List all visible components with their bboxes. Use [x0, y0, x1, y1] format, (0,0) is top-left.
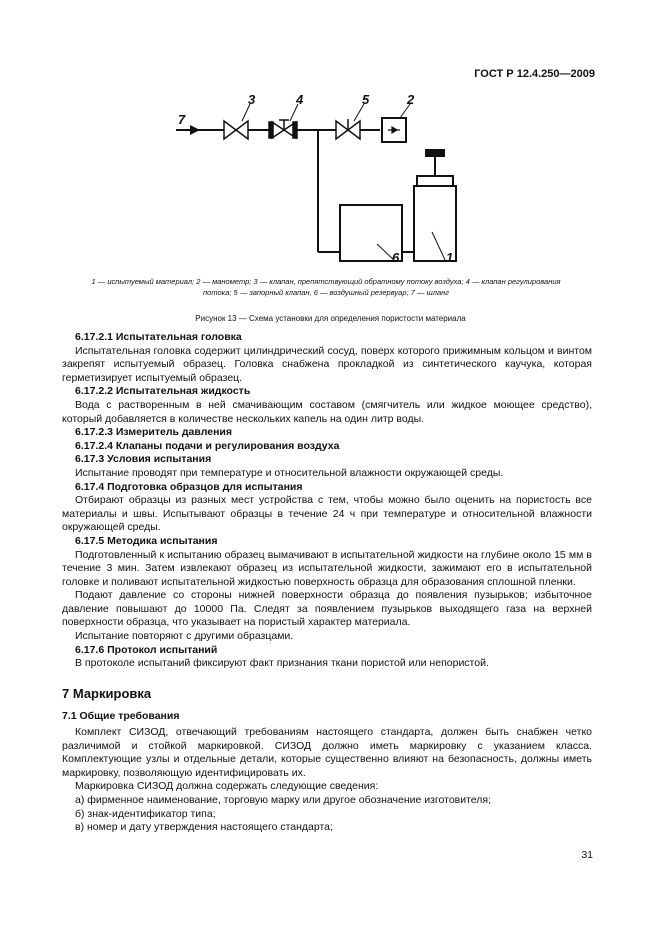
- document-body: [62, 331, 592, 835]
- paragraph: Испытание проводят при температуре и относительной влажности окружающей среды.: [75, 466, 504, 479]
- paragraph: Испытательная головка содержит цилиндрический сосуд, поверх которого прижимным кольцом и винтом закрепят испытуемый образец. Головка снабжена прокладкой из синтетического каучука, которая герметизирует испытуемый образец.: [62, 344, 592, 384]
- label-hose: 7: [178, 112, 186, 127]
- paragraph: В протоколе испытаний фиксируют факт признания ткани пористой или непористой.: [75, 657, 489, 670]
- label-reservoir: 6: [392, 250, 400, 265]
- hose-arrow: [190, 125, 200, 135]
- label-check-valve: 3: [248, 92, 256, 107]
- label-shutoff-valve: 5: [362, 92, 370, 107]
- test-setup-diagram: [0, 0, 661, 280]
- list-item: в) номер и дату утверждения настоящего стандарта;: [75, 821, 333, 834]
- section-heading: 6.17.2.4 Клапаны подачи и регулирования воздуха: [75, 439, 340, 452]
- section-heading: 6.17.2.2 Испытательная жидкость: [75, 385, 251, 398]
- shutoff-valve-icon: [336, 119, 360, 139]
- paragraph: Испытание повторяют с другими образцами.: [75, 630, 294, 643]
- figure-caption: Рисунок 13 — Схема установки для определения пористости материала: [195, 314, 466, 323]
- section-heading: 6.17.4 Подготовка образцов для испытания: [75, 480, 303, 493]
- page-number: 31: [581, 849, 593, 861]
- section-heading: 6.17.3 Условия испытания: [75, 453, 212, 466]
- label-specimen: 1: [446, 250, 454, 265]
- section-heading: 6.17.5 Методика испытания: [75, 534, 218, 547]
- flow-control-valve-icon: [269, 120, 297, 138]
- pressure-gauge-icon: [388, 127, 400, 133]
- paragraph: Подают давление со стороны нижней поверхности образца до появления пузырьков; избыточное давление повышают до 10000 Па. Следят за появлением пузырьков выходящего газа на верхней поверхности образца, что указывает на пористый характер материала.: [62, 589, 592, 629]
- label-flow-valve: 4: [296, 92, 304, 107]
- paragraph: Отбирают образцы из разных мест устройства с тем, чтобы можно было оценить на пористость все материалы и швы. Испытывают образцы в течение 24 ч при температуре и относительной влажности окружающей среды.: [62, 494, 592, 534]
- paragraph: Маркировка СИЗОД должна содержать следующие сведения:: [75, 780, 379, 793]
- list-item: а) фирменное наименование, торговую марку или другое обозначение изготовителя;: [75, 794, 492, 806]
- legend-line: потока; 5 — запорный клапан, 6 — воздушный резервуар; 7 — шланг: [203, 288, 449, 297]
- section-heading: 6.17.6 Протокол испытаний: [75, 643, 218, 656]
- section-heading: 6.17.2.3 Измеритель давления: [75, 426, 232, 439]
- check-valve-icon: [224, 121, 248, 139]
- figure-legend: [46, 276, 606, 298]
- label-gauge: 2: [407, 92, 415, 107]
- legend-line: 1 — испытуемый материал; 2 — манометр; 3 — клапан, препятствующий обратному потоку воздуха; 4 — клапан регулирования: [91, 277, 561, 286]
- paragraph: Подготовленный к испытанию образец вымачивают в испытательной жидкости на глубине около 15 мм в течение 3 мин. Затем извлекают образец из испытательной жидкости, зажимают его в испытательной головке и поливают испытательной жидкостью поверхность образца для образования сплошной пленки.: [62, 548, 592, 588]
- paragraph: Вода с растворенным в ней смачивающим составом (смягчитель или жидкое моющее средство), который добавляется в количестве нескольких капель на один литр воды.: [62, 398, 592, 425]
- section-heading: 7.1 Общие требования: [62, 710, 180, 723]
- paragraph: Комплект СИЗОД, отвечающий требованиям настоящего стандарта, должен быть снабжен четко различимой и стойкой маркировкой. СИЗОД должно иметь маркировку с указанием класса. Комплектующие узлы и отдельные детали, которые существенно влияют на безопасность, должны иметь маркировку, позволяющую идентифицировать их.: [62, 726, 592, 779]
- section-heading: 6.17.2.1 Испытательная головка: [75, 331, 242, 343]
- chapter-heading: 7 Маркировка: [62, 685, 152, 701]
- list-item: б) знак-идентификатор типа;: [75, 807, 216, 820]
- document-code: ГОСТ Р 12.4.250—2009: [474, 68, 595, 80]
